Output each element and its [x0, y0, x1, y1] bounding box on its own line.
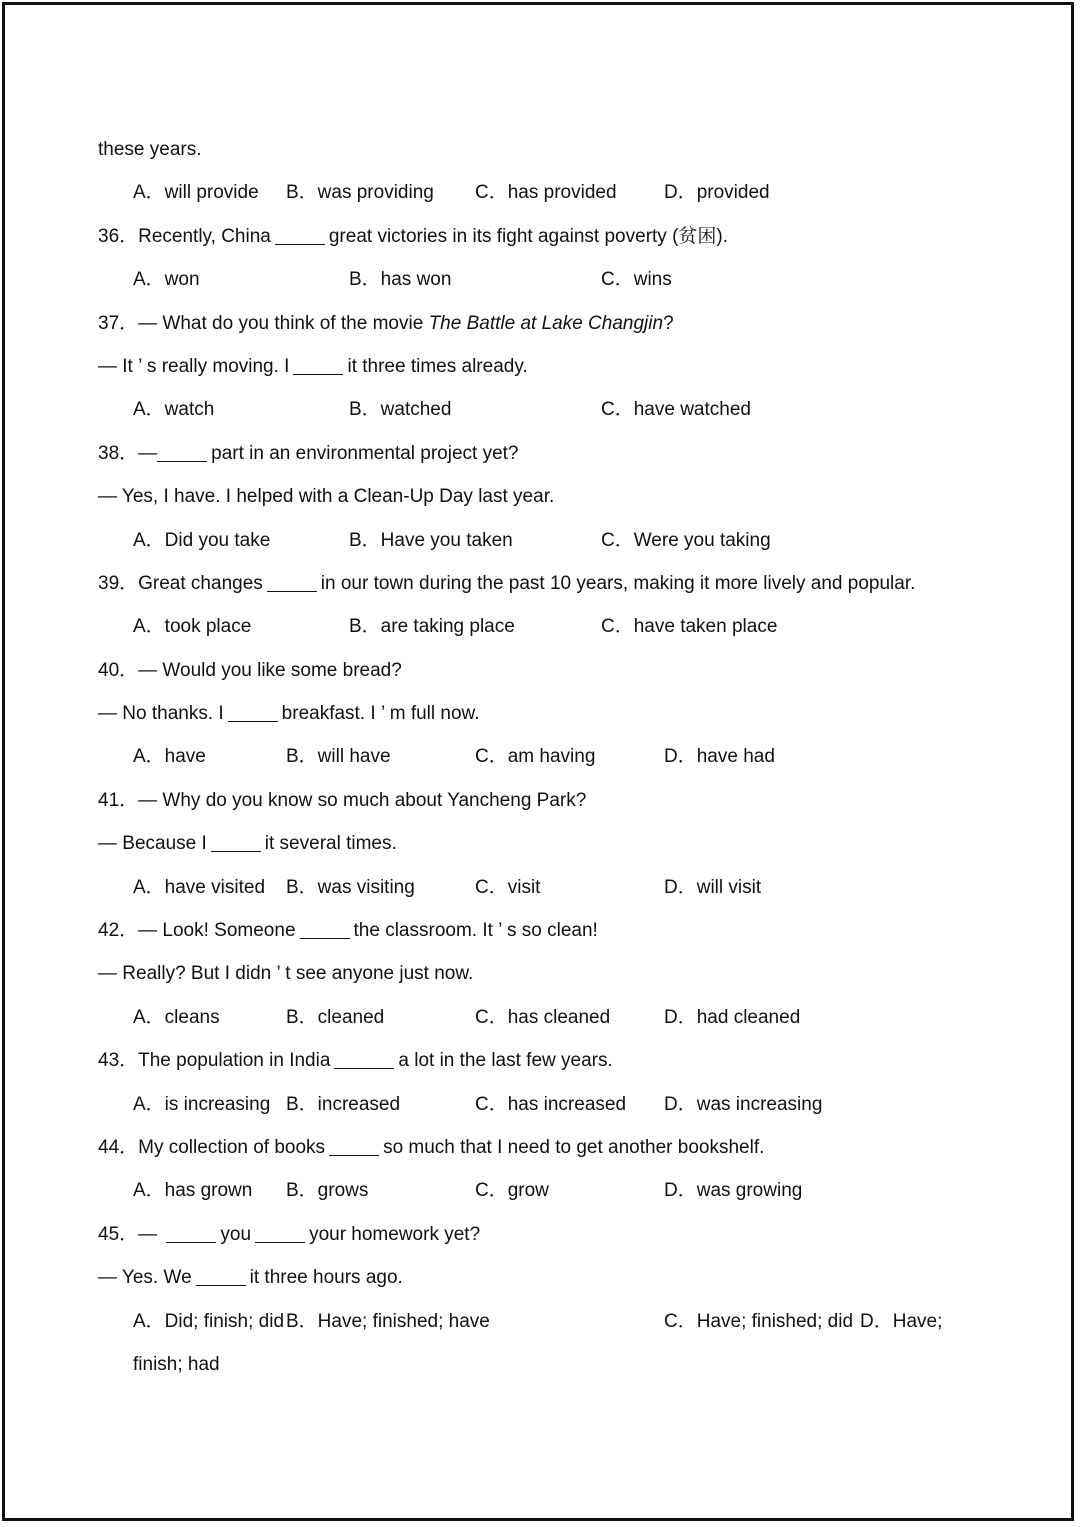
option-d[interactable]: D．was growing: [664, 1180, 803, 1202]
option-a[interactable]: A．has grown: [133, 1180, 253, 1202]
option-c[interactable]: C．has increased: [475, 1093, 627, 1115]
stem-text: these years.: [98, 139, 202, 160]
question-40-stem: [98, 649, 978, 692]
option-a[interactable]: A．have visited: [133, 876, 266, 898]
question-35-options: [98, 171, 978, 214]
option-a[interactable]: A．watch: [133, 399, 215, 421]
answer-blank: [211, 832, 261, 852]
question-45-options: [98, 1300, 978, 1343]
answer-blank: [293, 355, 343, 375]
question-45-stem: [98, 1213, 978, 1256]
option-d-continued[interactable]: finish; had: [133, 1353, 220, 1375]
stem-text: 36．Recently, China: [98, 225, 271, 247]
stem-text: your homework yet?: [309, 1223, 481, 1245]
question-38-response: [98, 475, 978, 518]
stem-text: — Really? But I didn ’ t see anyone just now.: [98, 963, 474, 985]
option-b[interactable]: B．was providing: [286, 182, 434, 204]
option-b[interactable]: B．Have; finished; have: [286, 1310, 490, 1332]
stem-text: part in an environmental project yet?: [211, 442, 519, 464]
answer-blank: [329, 1136, 379, 1156]
option-a[interactable]: A．will provide: [133, 182, 259, 204]
answer-blank: [255, 1223, 305, 1243]
stem-text: ?: [663, 312, 674, 334]
question-36-stem: [98, 215, 978, 258]
question-37-response: [98, 345, 978, 388]
option-a[interactable]: A．took place: [133, 616, 252, 638]
option-a[interactable]: A．is increasing: [133, 1093, 271, 1115]
stem-text: a lot in the last few years.: [398, 1050, 613, 1072]
answer-blank: [166, 1223, 216, 1243]
answer-blank: [196, 1266, 246, 1286]
option-c[interactable]: C．am having: [475, 746, 596, 768]
stem-text: it three hours ago.: [249, 1267, 403, 1289]
stem-text: — No thanks. I: [98, 703, 224, 725]
question-39-stem: [98, 562, 978, 605]
question-45-response: [98, 1256, 978, 1299]
answer-blank: [267, 572, 317, 592]
stem-text: — Yes. We: [98, 1267, 192, 1289]
stem-text: breakfast. I ’ m full now.: [281, 703, 480, 725]
question-41-stem: [98, 779, 978, 822]
stem-text: — Yes, I have. I helped with a Clean-Up Day last year.: [98, 486, 555, 508]
stem-text: — It ’ s really moving. I: [98, 355, 290, 377]
option-d[interactable]: D．was increasing: [664, 1093, 823, 1115]
option-c[interactable]: C．Have; finished; did: [664, 1310, 854, 1332]
question-42-response: [98, 952, 978, 995]
question-38-options: [98, 519, 978, 562]
stem-text: the classroom. It ’ s so clean!: [353, 920, 598, 942]
stem-text: you: [220, 1223, 252, 1245]
question-45-options-continued: [98, 1343, 978, 1386]
stem-text: it several times.: [264, 833, 397, 855]
answer-blank: [334, 1049, 394, 1069]
stem-text: in our town during the past 10 years, making it more lively and popular.: [320, 572, 916, 594]
answer-blank: [157, 442, 207, 462]
question-36-options: [98, 258, 978, 301]
option-b[interactable]: B．will have: [286, 746, 391, 768]
question-40-response: [98, 692, 978, 735]
option-b[interactable]: B．Have you taken: [349, 529, 513, 551]
option-d[interactable]: D．Have;: [860, 1310, 943, 1332]
option-b[interactable]: B．has won: [349, 269, 452, 291]
question-40-options: [98, 735, 978, 778]
question-41-options: [98, 866, 978, 909]
stem-text: it three times already.: [347, 355, 528, 377]
stem-text: 44．My collection of books: [98, 1136, 326, 1158]
option-b[interactable]: B．grows: [286, 1180, 369, 1202]
question-43-options: [98, 1083, 978, 1126]
stem-text: so much that I need to get another bookshelf.: [383, 1136, 765, 1158]
stem-text: 45．—: [98, 1223, 158, 1245]
stem-text: 38．—: [98, 442, 158, 464]
option-a[interactable]: A．won: [133, 269, 200, 291]
option-c[interactable]: C．Were you taking: [601, 529, 771, 551]
option-b[interactable]: B．increased: [286, 1093, 401, 1115]
question-44-options: [98, 1169, 978, 1212]
stem-text: 37．— What do you think of the movie: [98, 312, 424, 334]
stem-text: 42．— Look! Someone: [98, 920, 296, 942]
stem-text: — Because I: [98, 833, 207, 855]
option-d[interactable]: D．provided: [664, 182, 770, 204]
question-41-response: [98, 822, 978, 865]
answer-blank: [300, 919, 350, 939]
stem-text: great victories in its fight against poverty (贫困).: [328, 225, 729, 247]
option-a[interactable]: A．Did you take: [133, 529, 271, 551]
option-d[interactable]: D．had cleaned: [664, 1006, 801, 1028]
stem-text: 41．— Why do you know so much about Yancheng Park?: [98, 789, 587, 811]
question-43-stem: [98, 1039, 978, 1082]
option-c[interactable]: C．visit: [475, 876, 541, 898]
option-c[interactable]: C．grow: [475, 1180, 549, 1202]
option-b[interactable]: B．cleaned: [286, 1006, 385, 1028]
question-37-options: [98, 388, 978, 431]
option-c[interactable]: C．wins: [601, 269, 672, 291]
option-c[interactable]: C．has provided: [475, 182, 617, 204]
exam-page: [98, 128, 978, 1386]
option-b[interactable]: B．was visiting: [286, 876, 415, 898]
option-c[interactable]: C．have taken place: [601, 616, 778, 638]
option-a[interactable]: A．Did; finish; did: [133, 1310, 285, 1332]
option-c[interactable]: C．has cleaned: [475, 1006, 611, 1028]
answer-blank: [228, 702, 278, 722]
option-d[interactable]: D．will visit: [664, 876, 762, 898]
question-39-options: [98, 605, 978, 648]
option-b[interactable]: B．watched: [349, 399, 452, 421]
stem-text: 40．— Would you like some bread?: [98, 659, 402, 681]
question-38-stem: [98, 432, 978, 475]
question-35-stem-end: [98, 128, 978, 171]
stem-text: 39．Great changes: [98, 572, 263, 594]
answer-blank: [275, 225, 325, 245]
option-a[interactable]: A．have: [133, 746, 206, 768]
question-37-stem: [98, 302, 978, 345]
option-c[interactable]: C．have watched: [601, 399, 751, 421]
option-d[interactable]: D．have had: [664, 746, 775, 768]
movie-title: The Battle at Lake Changjin: [428, 312, 664, 334]
option-a[interactable]: A．cleans: [133, 1006, 220, 1028]
question-42-options: [98, 996, 978, 1039]
stem-text: 43．The population in India: [98, 1050, 331, 1072]
question-44-stem: [98, 1126, 978, 1169]
question-42-stem: [98, 909, 978, 952]
option-b[interactable]: B．are taking place: [349, 616, 515, 638]
